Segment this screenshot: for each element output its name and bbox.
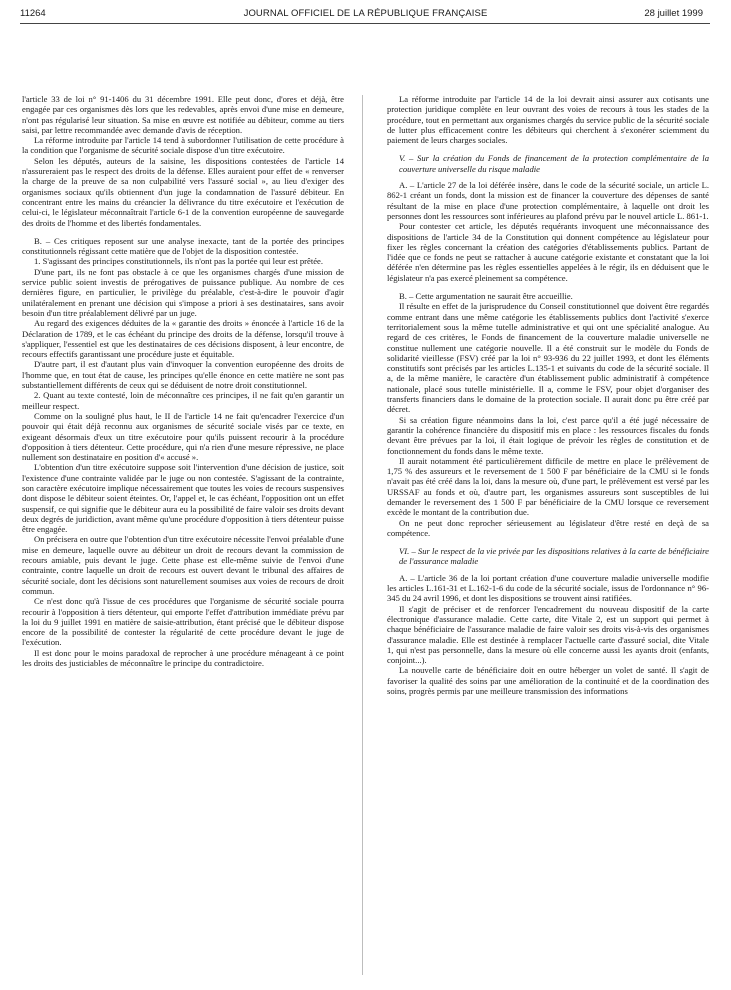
paragraph: l'article 33 de loi n° 91-1406 du 31 décembre 1991. Elle peut donc, d'ores et déjà, être engagée par ces organismes dès lors que les redevables, après envoi d'une mise en demeure, n'ont pas régularisé leur situation. Sa mise en œuvre est notifiée au débiteur, comme au tiers saisi, par lettre recommandée avec demande d'avis de réception. xyxy=(22,94,344,135)
paragraph: A. – L'article 27 de la loi déférée insère, dans le code de la sécurité sociale, un article L. 862-1 créant un fonds, dont la mission est de financer la couverture des dépenses de santé résultant de la mise en place d'une protection complémentaire, à laquelle ont droit les personnes dont les ressources sont inférieures au plafond prévu par le nouvel article L. 861-1. xyxy=(387,180,709,221)
paragraph: A. – L'article 36 de la loi portant création d'une couverture maladie universelle modifie les articles L.161-31 et L.162-1-6 du code de la sécurité sociale, issus de l'ordonnance n° 96-345 du 24 avril 1996, et dont les dispositions se trouvent ainsi ratifiées. xyxy=(387,572,709,604)
publication-date: 28 juillet 1999 xyxy=(644,8,703,19)
paragraph: Pour contester cet article, les députés requérants invoquent une méconnaissance des dispositions de l'article 34 de la Constitution qui donnent compétence au législateur pour fixer les règles concernant la création des catégories d'établissements publics. Partant de l'idée que ce fonds ne peut se rattacher à aucune catégorie existante et constatant que la loi déférée n'en détermine pas les règles essentielles appelées à le régir, ils en déduisent que le législateur n'a pas exercé pleinement sa compétence. xyxy=(387,221,709,283)
journal-title: JOURNAL OFFICIEL DE LA RÉPUBLIQUE FRANÇAISE xyxy=(243,8,488,19)
paragraph: L'obtention d'un titre exécutoire suppose soit l'intervention d'une décision de justice, soit l'existence d'une contrainte validée par le juge ou non contestée. S'agissant de la contrainte, son caractère exécutoire implique nécessairement que toutes les voies de recours suspensives dont dispose le débiteur soient éteintes. Or, l'appel et, le cas échéant, l'opposition ont un effet suspensif, ce qui signifie que le débiteur aura eu la possibilité de faire valoir ses droits devant deux degrés de juridiction, avant même qu'une procédure d'opposition à tiers détenteur puisse être engagée. xyxy=(22,462,344,535)
paragraph: On ne peut donc reprocher sérieusement au législateur d'être resté en deçà de sa compétence. xyxy=(387,517,709,538)
page-header xyxy=(0,8,731,24)
section-heading: V. – Sur la création du Fonds de financement de la protection complémentaire de la couverture universelle du risque maladie xyxy=(399,153,709,174)
column-divider xyxy=(362,95,363,975)
paragraph: Il résulte en effet de la jurisprudence du Conseil constitutionnel que doivent être regardés comme entrant dans une même catégorie les établissements publics dont l'activité s'exerce territorialement sous la même tutelle administrative et qui ont une spécialité analogue. Au regard de ces critères, le Fonds de financement de la couverture maladie universelle ne constitue nullement une catégorie nouvelle. Il a été construit sur le modèle du Fonds de solidarité vieillesse (FSV) créé par la loi n° 93-936 du 22 juillet 1993, et dont les éléments constitutifs sont précisés par les articles L.135-1 et suivants du code de la sécurité sociale. Il a, de la même manière, le caractère d'un établissement public administratif à compétence nationale, placé sous tutelle ministérielle. Il a, comme le FSV, pour objet d'organiser des transferts financiers dans le domaine de la protection sociale. Il aurait donc pu être créé par décret. xyxy=(387,301,709,415)
paragraph: B. – Ces critiques reposent sur une analyse inexacte, tant de la portée des principes constitutionnels régissant cette matière que de l'objet de la disposition contestée. xyxy=(22,235,344,257)
paragraph: Il s'agit de préciser et de renforcer l'encadrement du nouveau dispositif de la carte électronique d'assurance maladie. Cette carte, dite Vitale 2, est un support qui permet à chaque bénéficiaire de l'assurance maladie de faire valoir ses droits vis-à-vis des organismes d'assurance maladie. Elle est destinée à remplacer l'actuelle carte d'assuré social, dite Vitale 1, qui n'est pas personnelle, dans la mesure où elle concerne aussi les ayants droit (enfants, conjoint...). xyxy=(387,603,709,666)
paragraph: 1. S'agissant des principes constitutionnels, ils n'ont pas la portée qui leur est prêtée. xyxy=(34,256,324,267)
paragraph: Si sa création figure néanmoins dans la loi, c'est parce qu'il a été jugé nécessaire de garantir la cohérence financière du dispositif mis en place : les ressources fiscales du fonds devant être prévues par la loi, il était logique de prévoir les règles de constitution et de fonctionnement du fonds dans le même texte. xyxy=(387,414,709,456)
header-rule xyxy=(20,23,710,24)
left-column xyxy=(22,94,344,668)
paragraph: Ce n'est donc qu'à l'issue de ces procédures que l'organisme de sécurité sociale pourra recourir à l'opposition à tiers détenteur, qui emporte l'effet d'attribution immédiate prévu par la loi du 9 juillet 1991 en matière de saisie-attribution, étant précisé que le débiteur dispose encore de la possibilité de contester la régularité de cette procédure devant le juge de l'exécution. xyxy=(22,596,344,648)
paragraph: La réforme introduite par l'article 14 tend à subordonner l'utilisation de cette procédure à la condition que l'organisme de sécurité sociale dispose d'un titre exécutoire. xyxy=(22,135,344,156)
paragraph: 2. Quant au texte contesté, loin de méconnaître ces principes, il ne fait qu'en garantir un meilleur respect. xyxy=(22,390,344,411)
paragraph: Il est donc pour le moins paradoxal de reprocher à une procédure ménageant à ce point les droits des justiciables de méconnaître le principe du contradictoire. xyxy=(22,647,344,669)
paragraph: B. – Cette argumentation ne saurait être accueillie. xyxy=(399,291,573,302)
paragraph: La nouvelle carte de bénéficiaire doit en outre héberger un volet de santé. Il s'agit de favoriser la qualité des soins par une amélioration de la continuité et de la coordination des soins, progrès permis par une meilleure transmission des informations xyxy=(387,665,709,697)
page-number: 11264 xyxy=(20,8,46,19)
paragraph: On précisera en outre que l'obtention d'un titre exécutoire nécessite l'envoi préalable d'une mise en demeure, laquelle ouvre au débiteur un droit de recours devant la commission de recours amiable, puis devant le juge. Cette phase est elle-même suivie de l'envoi d'une contrainte, contre laquelle un droit de recours est ouvert devant le tribunal des affaires de sécurité sociale, dont les décisions sont naturellement soumises aux voies de recours de droit commun. xyxy=(22,534,344,596)
paragraph: Il aurait notamment été particulièrement difficile de mettre en place le prélèvement de 1,75 % des assureurs et le reversement de 1 500 F par bénéficiaire de la CMU si le fonds n'avait pas été créé dans la loi, dans la mesure où, d'une part, le prélèvement est versé par les URSSAF au fonds et où, d'autre part, les organismes assureurs sont susceptibles de lui demander le reversement des 1 500 F par bénéficiaire de la CMU lorsque ce reversement excède le montant de la contribution due. xyxy=(387,455,709,518)
right-column xyxy=(387,94,709,696)
paragraph: Au regard des exigences déduites de la « garantie des droits » énoncée à l'article 16 de la Déclaration de 1789, et le cas échéant du principe des droits de la défense, lorsqu'il trouve à s'appliquer, l'essentiel est que les destinataires de ces décisions disposent, à leur encontre, de recours effectifs garantissant une procédure juste et équitable. xyxy=(22,318,344,360)
paragraph: D'une part, ils ne font pas obstacle à ce que les organismes chargés d'une mission de service public soient investis de prérogatives de puissance publique. Au nombre de ces dernières figure, en particulier, le privilège du préalable, c'est-à-dire le pouvoir d'agir unilatéralement en prenant une décision qui s'impose a priori à ses destinataires, sans avoir besoin d'un titre préalablement délivré par un juge. xyxy=(22,266,344,318)
paragraph: La réforme introduite par l'article 14 de la loi devrait ainsi assurer aux cotisants une protection juridique complète en leur ouvrant des voies de recours à tous les stades de la procédure, tout en permettant aux organismes chargés du service public de la sécurité sociale de lutter plus efficacement contre les débiteurs qui cherchent à s'exonérer sciemment du paiement de leurs charges sociales. xyxy=(387,94,709,146)
paragraph: Selon les députés, auteurs de la saisine, les dispositions contestées de l'article 14 n'assureraient pas le respect des droits de la défense. Elles auraient pour effet de « renverser la charge de la preuve de sa non culpabilité vers l'assuré social », au lieu d'exiger des organismes sociaux qu'ils obtiennent d'un juge la condamnation de l'assuré débiteur. En concentrant entre les mains du créancier la délivrance du titre exécutoire et l'exécution de celui-ci, le législateur méconnaîtrait l'article 6-1 de la convention européenne de sauvegarde des droits de l'homme et des libertés fondamentales. xyxy=(22,155,344,228)
section-heading: VI. – Sur le respect de la vie privée par les dispositions relatives à la carte de bénéficiaire de l'assurance maladie xyxy=(399,546,709,567)
paragraph: D'autre part, il est d'autant plus vain d'invoquer la convention européenne des droits de l'homme que, en tout état de cause, les principes qu'elle énonce en cette matière ne sont pas substantiellement différents de ceux qui se déduisent de notre droit constitutionnel. xyxy=(22,359,344,391)
paragraph: Comme on la souligné plus haut, le II de l'article 14 ne fait qu'encadrer l'exercice d'un pouvoir qui était déjà reconnu aux organismes de sécurité sociale visés par ce texte, en exigeant désormais d'eux un titre exécutoire pour qu'ils puissent recourir à la procédure d'opposition à tiers détenteur. Cette procédure, qui n'a rien d'une mesure répressive, ne place nullement son destinataire en position d'« accusé ». xyxy=(22,410,344,463)
